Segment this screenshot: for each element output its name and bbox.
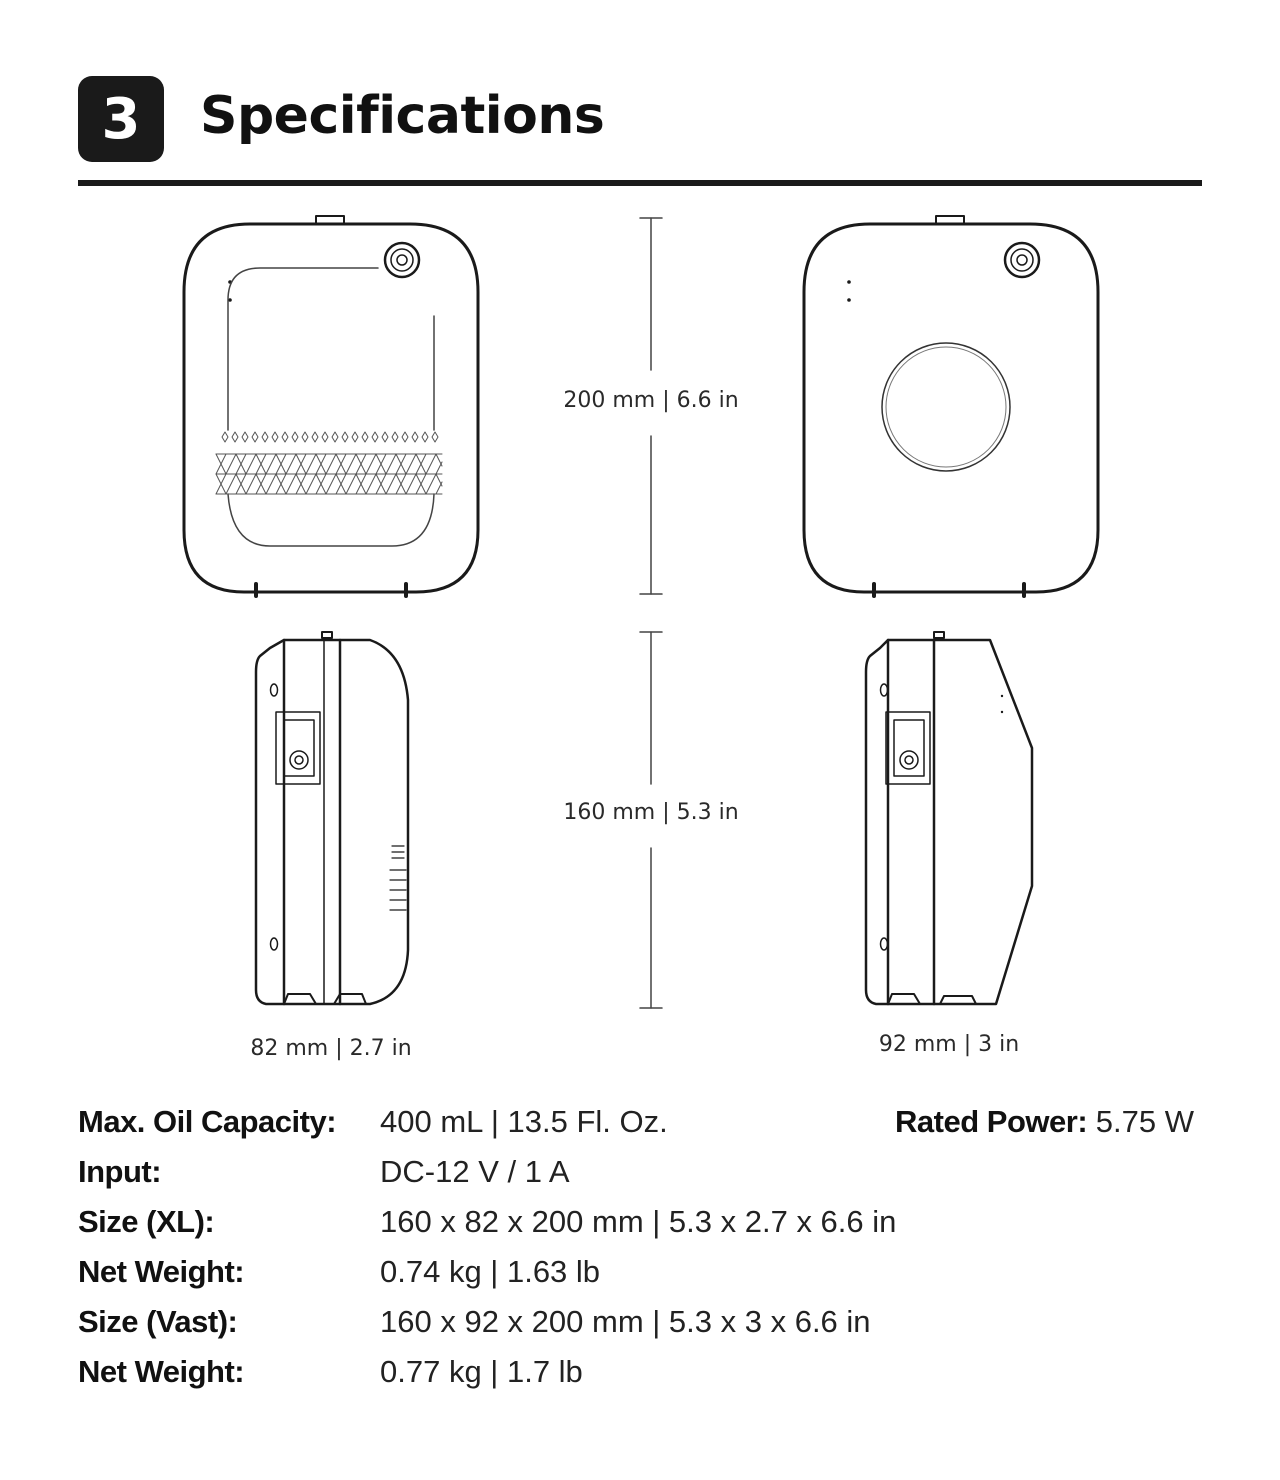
section-number-badge: 3: [78, 76, 164, 162]
spec-label: Size (XL):: [78, 1204, 215, 1239]
page-title: Specifications: [200, 86, 605, 146]
height-dimension-label: 200 mm | 6.6 in: [559, 386, 742, 415]
spec-value: 0.77 kg | 1.7 lb: [380, 1354, 583, 1389]
side-view-xl: [256, 632, 408, 1004]
specifications-list: [78, 1104, 1202, 1404]
spec-row-oil-capacity: [78, 1104, 1202, 1154]
spec-row-net-weight-vast: [78, 1354, 1202, 1404]
spec-label: Input:: [78, 1154, 162, 1189]
spec-value: DC-12 V / 1 A: [380, 1154, 570, 1189]
rated-power-value: 5.75 W: [1095, 1104, 1194, 1139]
width-dimension-label: 160 mm | 5.3 in: [559, 798, 742, 827]
rated-power-label: Rated Power:: [895, 1104, 1088, 1139]
spec-label: Size (Vast):: [78, 1304, 238, 1339]
spec-label: Max. Oil Capacity:: [78, 1104, 337, 1139]
spec-label: Net Weight:: [78, 1254, 245, 1289]
spec-label: Net Weight:: [78, 1354, 245, 1389]
depth-vast-label: 92 mm | 3 in: [875, 1030, 1023, 1059]
spec-row-input: [78, 1154, 1202, 1204]
side-view-vast: [866, 632, 1032, 1004]
front-view-vast: [804, 216, 1098, 596]
spec-row-size-vast: [78, 1304, 1202, 1354]
front-view-xl: [184, 216, 478, 596]
spec-row-net-weight-xl: [78, 1254, 1202, 1304]
depth-xl-label: 82 mm | 2.7 in: [246, 1034, 415, 1063]
spec-value: 160 x 92 x 200 mm | 5.3 x 3 x 6.6 in: [380, 1304, 871, 1339]
spec-value: 0.74 kg | 1.63 lb: [380, 1254, 601, 1289]
rated-power: [895, 1104, 1194, 1140]
spec-value: 400 mL | 13.5 Fl. Oz.: [380, 1104, 668, 1139]
spec-value: 160 x 82 x 200 mm | 5.3 x 2.7 x 6.6 in: [380, 1204, 897, 1239]
dimension-lines: [640, 218, 662, 1008]
spec-row-size-xl: [78, 1204, 1202, 1254]
